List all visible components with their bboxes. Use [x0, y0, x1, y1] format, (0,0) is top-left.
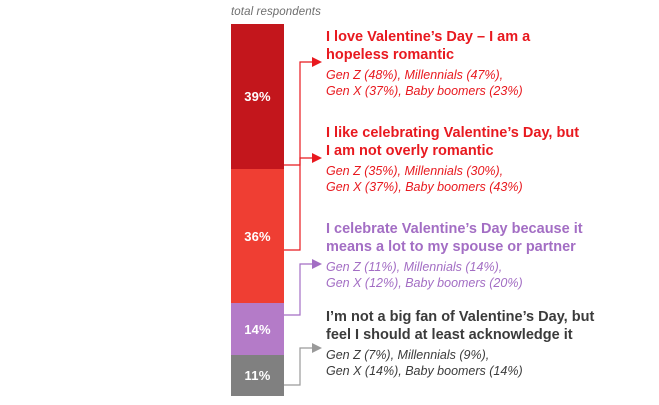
annotation-like-detail-line1: Gen Z (35%), Millennials (30%), — [326, 164, 504, 178]
annotation-like-heading — [326, 124, 646, 160]
annotation-like-heading-line1: I like celebrating Valentine’s Day, but — [326, 125, 580, 141]
bar-segment-love — [231, 24, 284, 169]
annotation-spouse — [326, 220, 646, 291]
annotation-love-detail — [326, 67, 646, 99]
annotation-spouse-detail-line1: Gen Z (11%), Millennials (14%), — [326, 260, 503, 274]
annotation-spouse-heading-line1: I celebrate Valentine’s Day because it — [326, 221, 583, 237]
annotation-spouse-heading-line2: means a lot to my spouse or partner — [326, 239, 576, 255]
annotation-love-heading-line1: I love Valentine’s Day – I am a — [326, 29, 531, 45]
annotation-notfan-detail-line1: Gen Z (7%), Millennials (9%), — [326, 348, 490, 362]
annotation-spouse-heading — [326, 220, 646, 256]
annotation-like-detail — [326, 163, 646, 195]
bar-segment-notfan — [231, 355, 284, 396]
annotation-notfan-detail-line2: Gen X (14%), Baby boomers (14%) — [326, 364, 523, 378]
bar-segment-value-1: 39% — [244, 89, 271, 104]
annotation-love-heading-line2: hopeless romantic — [326, 47, 455, 63]
annotation-love-heading — [326, 28, 646, 64]
annotation-notfan-detail — [326, 347, 646, 379]
annotation-love — [326, 28, 646, 99]
annotation-notfan-heading — [326, 308, 646, 344]
annotation-love-detail-line2: Gen X (37%), Baby boomers (23%) — [326, 84, 523, 98]
annotation-love-detail-line1: Gen Z (48%), Millennials (47%), — [326, 68, 504, 82]
annotation-like-detail-line2: Gen X (37%), Baby boomers (43%) — [326, 180, 523, 194]
stacked-bar — [231, 24, 284, 396]
annotation-notfan-heading-line1: I’m not a big fan of Valentine’s Day, but — [326, 309, 595, 325]
bar-segment-value-3: 14% — [244, 321, 271, 337]
annotation-spouse-detail — [326, 259, 646, 291]
annotation-spouse-detail-line2: Gen X (12%), Baby boomers (20%) — [326, 276, 523, 290]
bar-segment-value-2: 36% — [244, 228, 271, 244]
bar-segment-spouse — [231, 303, 284, 355]
bar-segment-like — [231, 169, 284, 303]
annotation-notfan — [326, 308, 646, 379]
column-header: total respondents — [231, 6, 321, 18]
annotation-like-heading-line2: I am not overly romantic — [326, 143, 494, 159]
annotation-like — [326, 124, 646, 195]
bar-segment-value-4: 11% — [244, 368, 271, 383]
annotation-notfan-heading-line2: feel I should at least acknowledge it — [326, 327, 573, 343]
